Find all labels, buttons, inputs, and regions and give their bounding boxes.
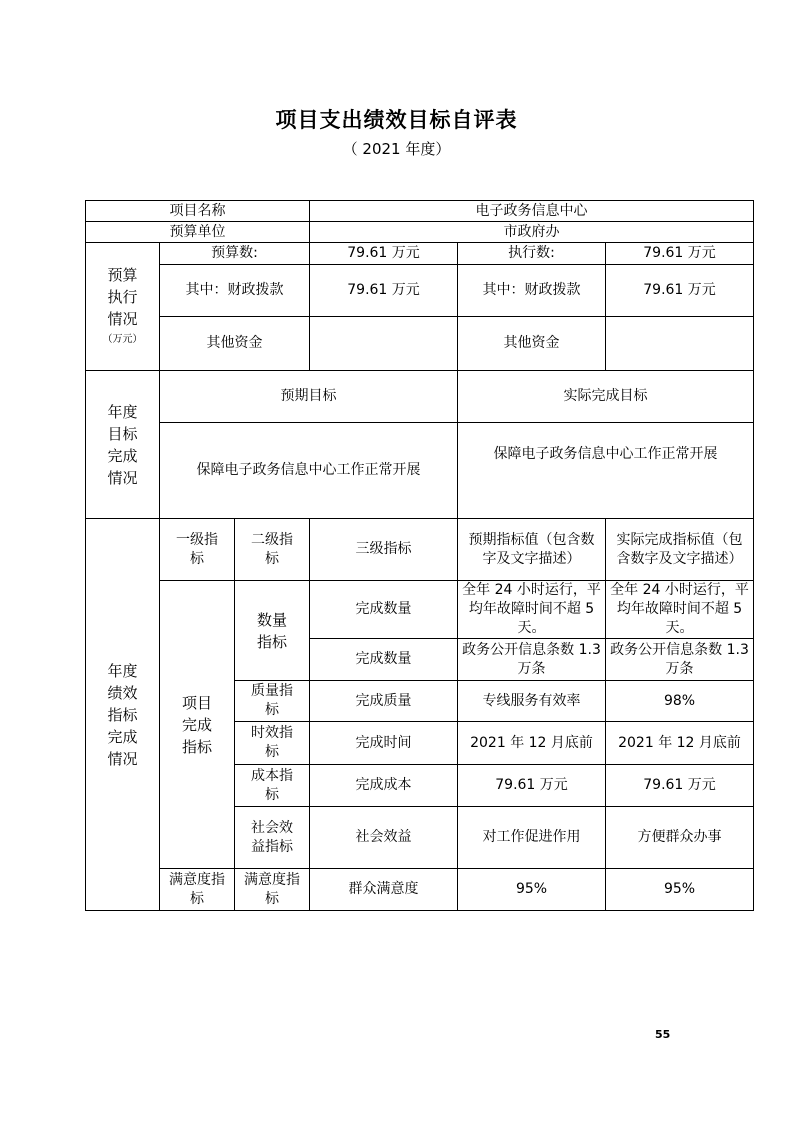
budget-section-label <box>86 243 160 371</box>
page-title: 项目支出绩效目标自评表 <box>275 108 518 132</box>
quality-indicator-label <box>235 681 310 722</box>
performance-section-text: 年度绩效指标完成情况 <box>107 661 138 768</box>
actual-value-header-text: 实际完成指标值（包含数字及文字描述） <box>616 531 743 567</box>
cost-indicator-text: 成本指标 <box>251 767 293 803</box>
self-evaluation-table <box>85 200 754 911</box>
project-name-label: 项目名称 <box>86 201 310 222</box>
quantity-indicator-label <box>235 581 310 681</box>
satisfaction-name: 群众满意度 <box>310 869 458 911</box>
project-name-row <box>86 201 754 222</box>
table-row <box>86 581 754 639</box>
quality-expected: 专线服务有效率 <box>458 681 606 722</box>
expected-goal-text: 保障电子政务信息中心工作正常开展 <box>160 423 458 519</box>
actual-goal-text: 保障电子政务信息中心工作正常开展 <box>458 423 754 519</box>
annual-goal-header-row <box>86 371 754 423</box>
time-name: 完成时间 <box>310 722 458 765</box>
level2-header-text: 二级指标 <box>251 531 293 567</box>
q1-name: 完成数量 <box>310 581 458 639</box>
quality-name: 完成质量 <box>310 681 458 722</box>
page-subtitle: （ 2021 年度） <box>342 140 451 158</box>
performance-section-label <box>86 519 160 911</box>
actual-goal-header: 实际完成目标 <box>458 371 754 423</box>
exec-amount-value: 79.61 万元 <box>606 243 754 265</box>
cost-name: 完成成本 <box>310 765 458 807</box>
q1-actual: 全年 24 小时运行，平均年故障时间不超 5 天。 <box>606 581 754 639</box>
other-funds-exec-label: 其他资金 <box>458 317 606 371</box>
budget-section-text: 预算执行情况 <box>107 266 138 328</box>
satisfaction-expected: 95% <box>458 869 606 911</box>
cost-actual: 79.61 万元 <box>606 765 754 807</box>
budget-amount-row <box>86 243 754 265</box>
q2-actual: 政务公开信息条数 1.3 万条 <box>606 639 754 681</box>
satisfaction-group-text: 满意度指标 <box>169 871 225 907</box>
time-expected: 2021 年 12 月底前 <box>458 722 606 765</box>
social-name: 社会效益 <box>310 807 458 869</box>
project-indicator-group-text: 项目完成指标 <box>181 693 212 756</box>
quality-actual: 98% <box>606 681 754 722</box>
expected-goal-header: 预期目标 <box>160 371 458 423</box>
project-indicator-group <box>160 581 235 869</box>
satisfaction-indicator-text: 满意度指标 <box>244 871 300 907</box>
social-indicator-text: 社会效益指标 <box>251 819 293 855</box>
cost-indicator-label <box>235 765 310 807</box>
q2-expected: 政务公开信息条数 1.3 万条 <box>458 639 606 681</box>
satisfaction-indicator-label <box>235 869 310 911</box>
fiscal-budget-label: 其中：财政拨款 <box>160 265 310 317</box>
budget-unit-row <box>86 222 754 243</box>
social-indicator-label <box>235 807 310 869</box>
fiscal-budget-value: 79.61 万元 <box>310 265 458 317</box>
budget-unit-label: 预算单位 <box>86 222 310 243</box>
time-actual: 2021 年 12 月底前 <box>606 722 754 765</box>
page-number: 55 <box>655 1028 671 1041</box>
q2-name: 完成数量 <box>310 639 458 681</box>
level1-header-text: 一级指标 <box>176 531 218 567</box>
budget-amount-value: 79.61 万元 <box>310 243 458 265</box>
indicator-header-row <box>86 519 754 581</box>
cost-expected: 79.61 万元 <box>458 765 606 807</box>
table-row <box>86 869 754 911</box>
annual-goal-content-row <box>86 423 754 519</box>
q1-expected: 全年 24 小时运行，平均年故障时间不超 5 天。 <box>458 581 606 639</box>
social-expected: 对工作促进作用 <box>458 807 606 869</box>
exec-amount-label: 执行数: <box>458 243 606 265</box>
other-funds-label: 其他资金 <box>160 317 310 371</box>
time-indicator-label <box>235 722 310 765</box>
expected-value-header-text: 预期指标值（包含数字及文字描述） <box>468 531 595 567</box>
budget-unit-value: 市政府办 <box>310 222 754 243</box>
fiscal-exec-label: 其中：财政拨款 <box>458 265 606 317</box>
other-funds-row <box>86 317 754 371</box>
time-indicator-text: 时效指标 <box>251 725 293 760</box>
level2-header <box>235 519 310 581</box>
annual-goal-section-text: 年度目标完成情况 <box>107 402 138 487</box>
social-actual: 方便群众办事 <box>606 807 754 869</box>
quantity-indicator-text: 数量指标 <box>256 610 287 651</box>
satisfaction-actual: 95% <box>606 869 754 911</box>
other-funds-exec-value <box>606 317 754 371</box>
annual-goal-section-label <box>86 371 160 519</box>
other-funds-budget-value <box>310 317 458 371</box>
project-name-value: 电子政务信息中心 <box>310 201 754 222</box>
budget-amount-label: 预算数: <box>160 243 310 265</box>
quality-indicator-text: 质量指标 <box>251 683 293 718</box>
budget-section-unit: （万元） <box>102 334 143 345</box>
level1-header <box>160 519 235 581</box>
level3-header: 三级指标 <box>310 519 458 581</box>
fiscal-row <box>86 265 754 317</box>
expected-value-header <box>458 519 606 581</box>
satisfaction-group <box>160 869 235 911</box>
actual-value-header <box>606 519 754 581</box>
fiscal-exec-value: 79.61 万元 <box>606 265 754 317</box>
